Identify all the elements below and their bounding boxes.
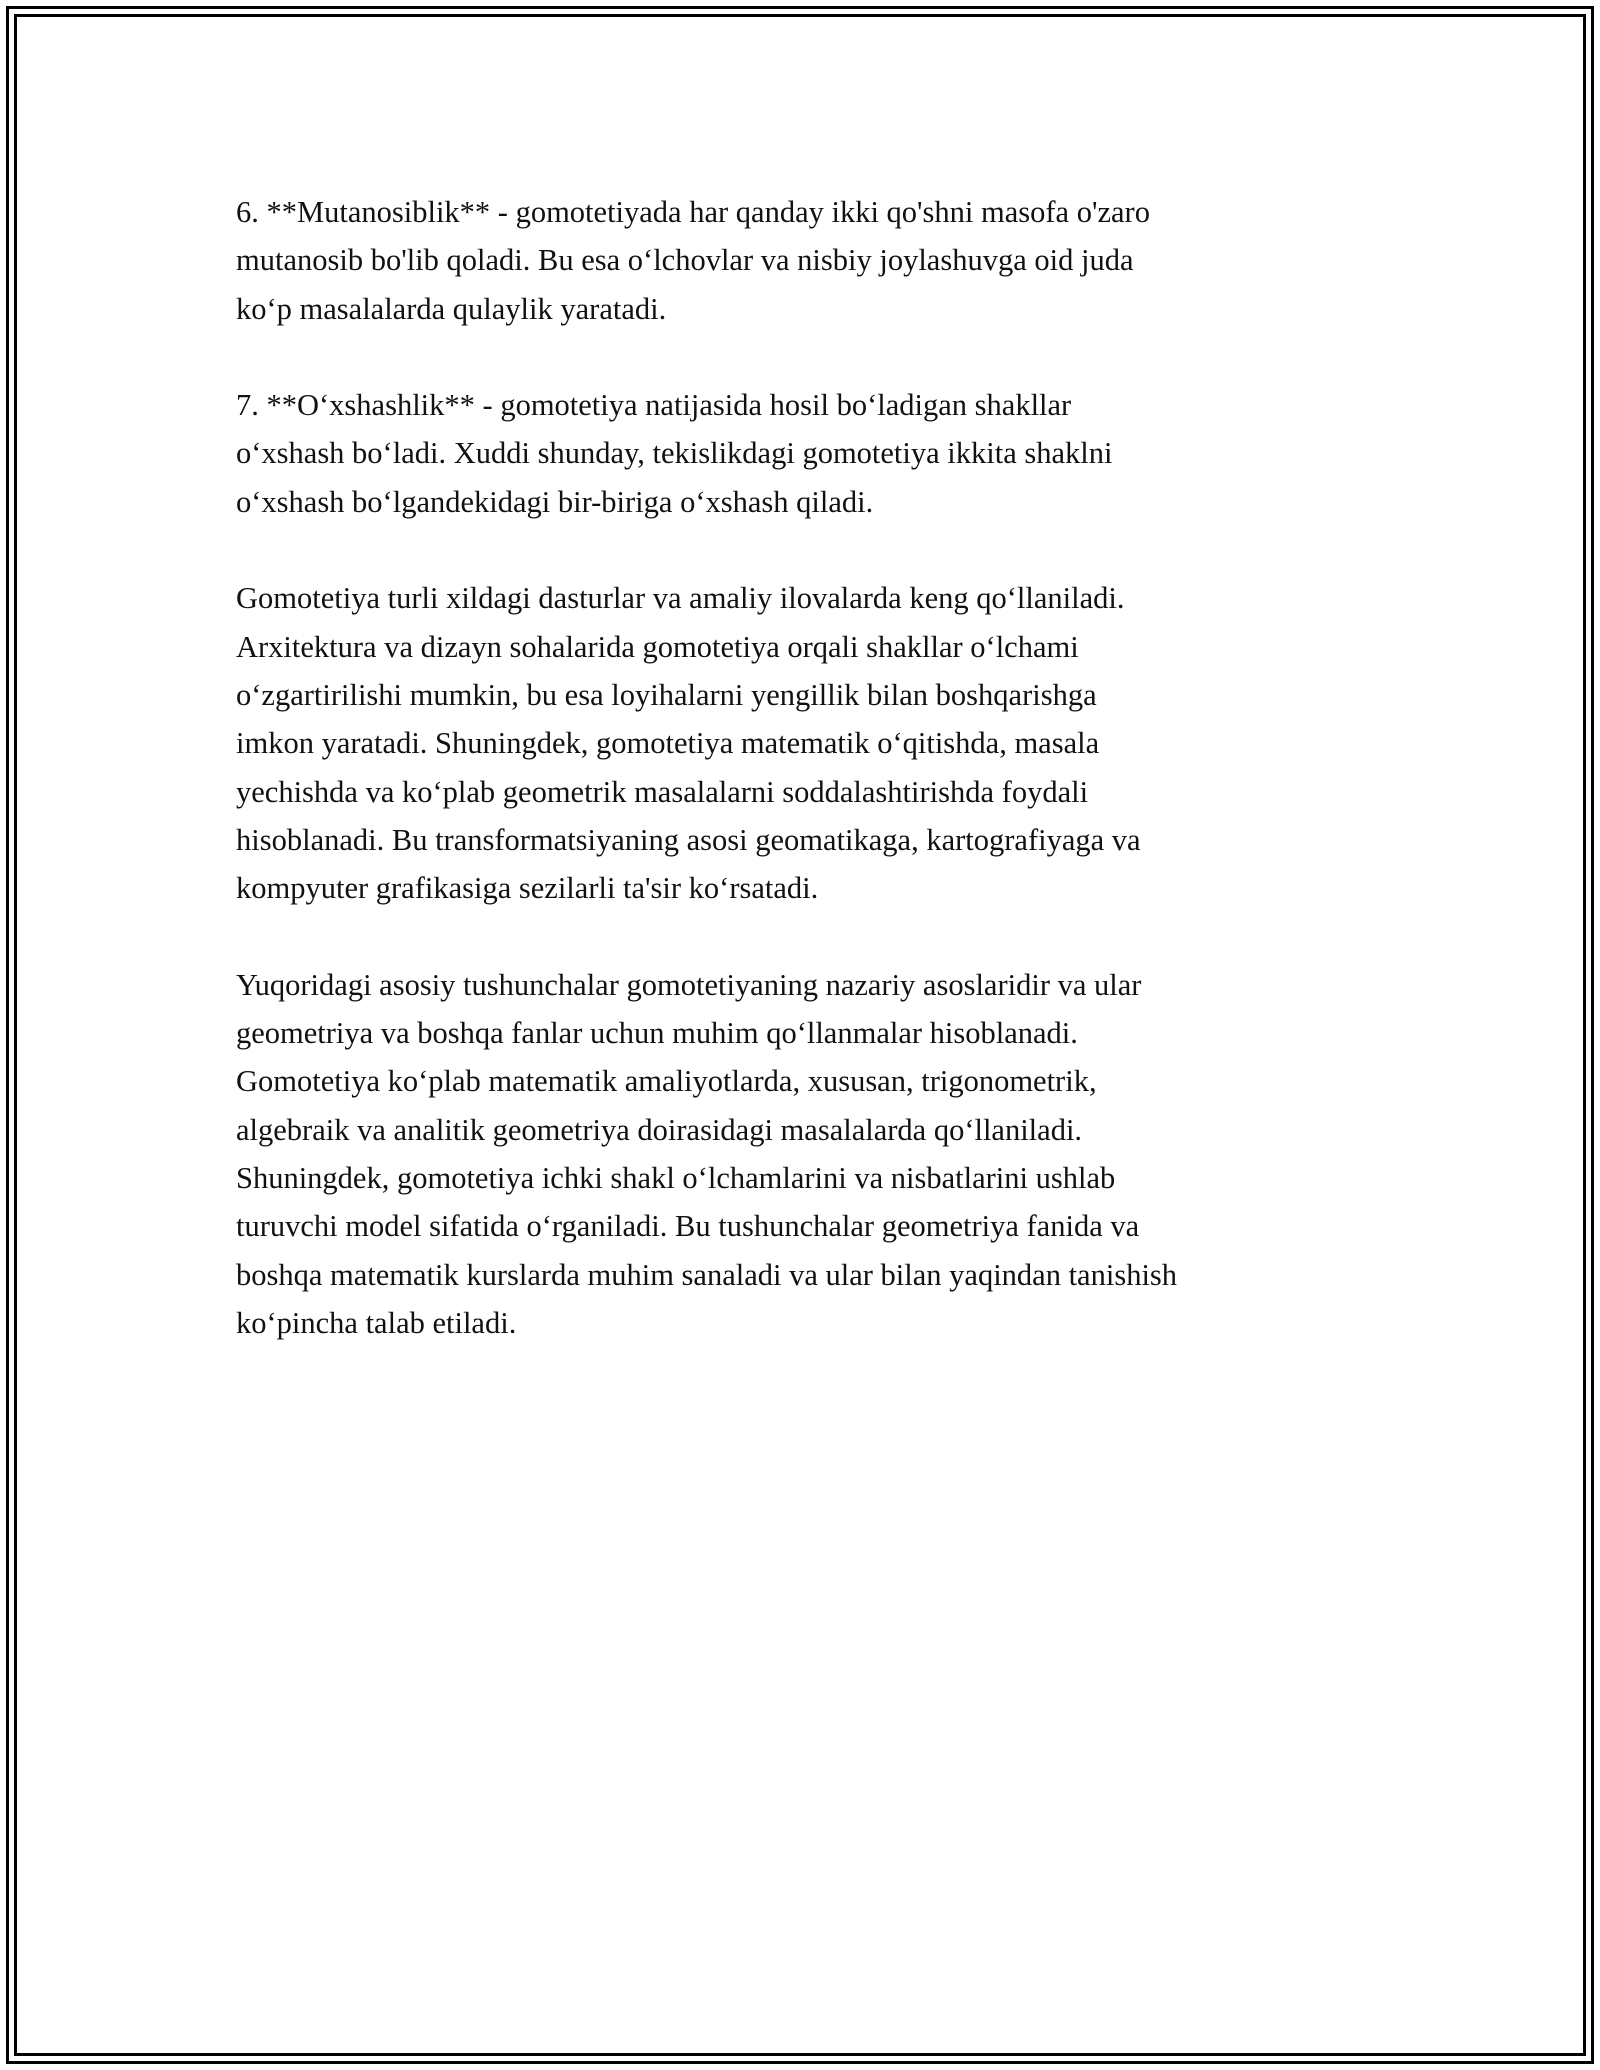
text-line: o‘xshash bo‘ladi. Xuddi shunday, tekislikdagi gomotetiya ikkita shaklni	[236, 436, 1113, 471]
paragraph-conclusion	[236, 961, 1396, 1347]
document-body	[236, 188, 1396, 1347]
text-line: Shuningdek, gomotetiya ichki shakl o‘lchamlarini va nisbatlarini ushlab	[236, 1160, 1116, 1195]
text-line: ko‘p masalalarda qulaylik yaratadi.	[236, 291, 667, 326]
text-line: mutanosib bo'lib qoladi. Bu esa o‘lchovlar va nisbiy joylashuvga oid juda	[236, 243, 1134, 278]
text-line: 6. **Mutanosiblik** - gomotetiyada har qanday ikki qo'shni masofa o'zaro	[236, 195, 1150, 229]
text-line: boshqa matematik kurslarda muhim sanaladi va ular bilan yaqindan tanishish	[236, 1257, 1178, 1292]
text-line: ko‘pincha talab etiladi.	[236, 1305, 517, 1340]
text-line: o‘xshash bo‘lgandekidagi bir-biriga o‘xshash qiladi.	[236, 484, 874, 519]
text-line: 7. **O‘xshashlik** - gomotetiya natijasida hosil bo‘ladigan shakllar	[236, 388, 1072, 423]
text-line: kompyuter grafikasiga sezilarli ta'sir ko‘rsatadi.	[236, 871, 819, 906]
text-line: Yuqoridagi asosiy tushunchalar gomotetiyaning nazariy asoslaridir va ular	[236, 967, 1142, 1002]
text-line: turuvchi model sifatida o‘rganiladi. Bu tushunchalar geometriya fanida va	[236, 1209, 1140, 1244]
paragraph-item-6-proportionality	[236, 188, 1396, 333]
text-line: imkon yaratadi. Shuningdek, gomotetiya matematik o‘qitishda, masala	[236, 726, 1100, 761]
text-line: algebraik va analitik geometriya doirasidagi masalalarda qo‘llaniladi.	[236, 1112, 1083, 1147]
text-line: hisoblanadi. Bu transformatsiyaning asosi geomatikaga, kartografiyaga va	[236, 822, 1141, 857]
paragraph-applications	[236, 574, 1396, 912]
text-line: Gomotetiya turli xildagi dasturlar va amaliy ilovalarda keng qo‘llaniladi.	[236, 581, 1125, 616]
text-line: o‘zgartirilishi mumkin, bu esa loyihalarni yengillik bilan boshqarishga	[236, 677, 1097, 712]
text-line: Gomotetiya ko‘plab matematik amaliyotlarda, xususan, trigonometrik,	[236, 1064, 1097, 1099]
paragraph-item-7-similarity	[236, 381, 1396, 526]
text-line: Arxitektura va dizayn sohalarida gomotetiya orqali shakllar o‘lchami	[236, 629, 1079, 664]
text-line: geometriya va boshqa fanlar uchun muhim qo‘llanmalar hisoblanadi.	[236, 1016, 1078, 1051]
text-line: yechishda va ko‘plab geometrik masalalarni soddalashtirishda foydali	[236, 774, 1089, 809]
